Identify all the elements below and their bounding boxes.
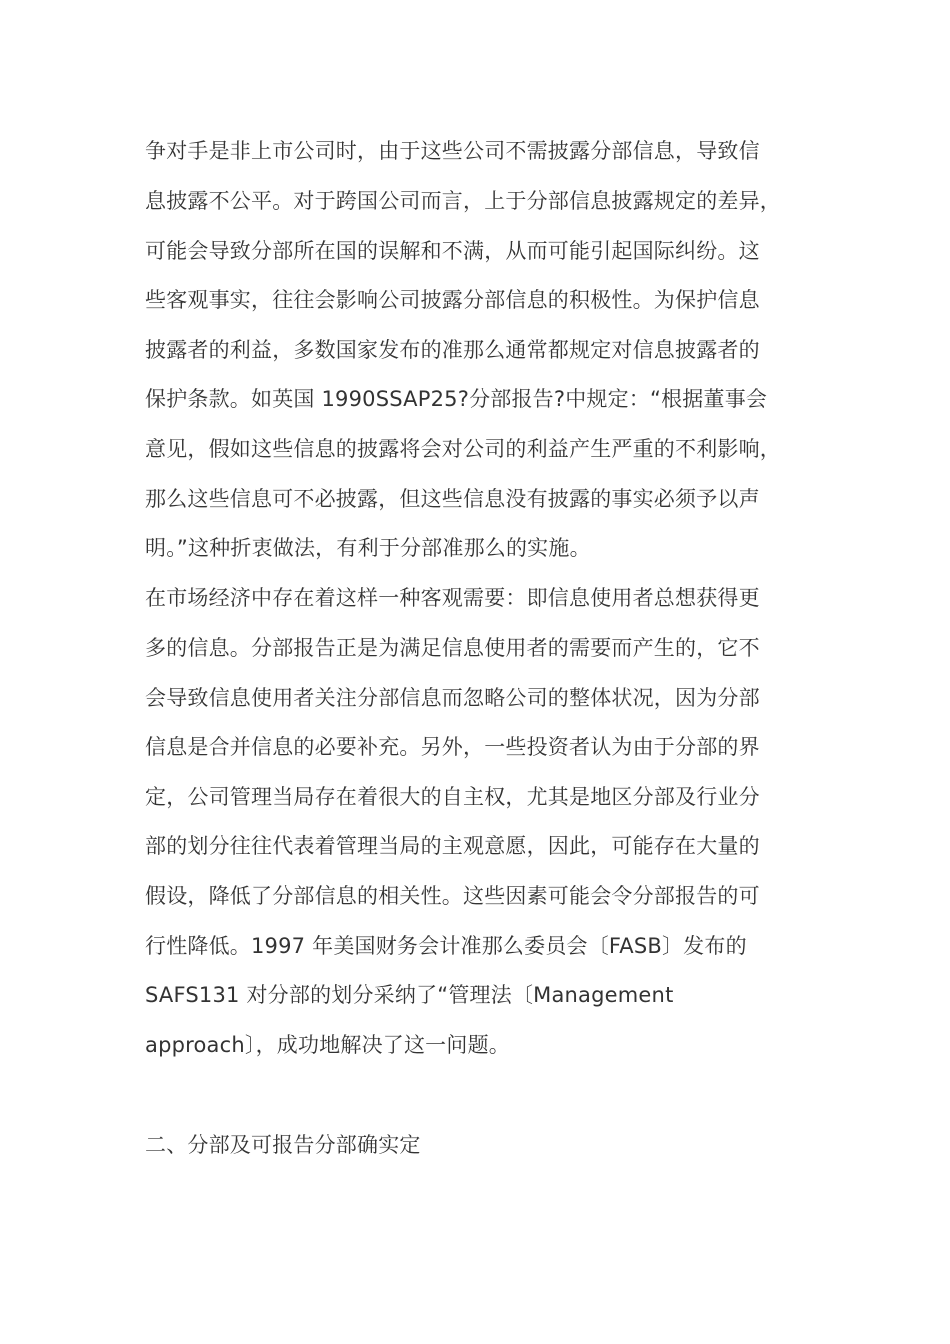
paragraph-1-line: 些客观事实，往往会影响公司披露分部信息的积极性。为保护信息	[145, 288, 760, 312]
paragraph-1-line: 那么这些信息可不必披露，但这些信息没有披露的事实必须予以声	[145, 487, 760, 511]
paragraph-1-line: 披露者的利益，多数国家发布的准那么通常都规定对信息披露者的	[145, 338, 760, 362]
paragraph-2-line: 多的信息。分部报告正是为满足信息使用者的需要而产生的，它不	[145, 636, 760, 660]
paragraph-2-line: 会导致信息使用者关注分部信息而忽略公司的整体状况，因为分部	[145, 686, 760, 710]
paragraph-1-line: 明。”这种折衷做法，有利于分部准那么的实施。	[145, 536, 591, 560]
paragraph-1-line: 息披露不公平。对于跨国公司而言，上于分部信息披露规定的差异，	[145, 189, 781, 213]
paragraph-1-line: 保护条款。如英国 1990SSAP25?分部报告?中规定：“根据董事会	[145, 387, 768, 411]
section-heading: 二、分部及可报告分部确实定	[145, 1133, 421, 1157]
paragraph-2-line: 定，公司管理当局存在着很大的自主权，尤其是地区分部及行业分	[145, 785, 760, 809]
paragraph-2-line: 假设，降低了分部信息的相关性。这些因素可能会令分部报告的可	[145, 884, 760, 908]
paragraph-1-line: 可能会导致分部所在国的误解和不满，从而可能引起国际纠纷。这	[145, 239, 760, 263]
paragraph-2-line: 在市场经济中存在着这样一种客观需要：即信息使用者总想获得更	[145, 586, 760, 610]
paragraph-2-line: 信息是合并信息的必要补充。另外，一些投资者认为由于分部的界	[145, 735, 760, 759]
paragraph-2-line: SAFS131 对分部的划分采纳了“管理法〔Management	[145, 983, 674, 1007]
paragraph-2-line: approach〕，成功地解决了这一问题。	[145, 1033, 510, 1057]
paragraph-1-line: 意见，假如这些信息的披露将会对公司的利益产生严重的不利影响，	[145, 437, 781, 461]
paragraph-2-line: 行性降低。1997 年美国财务会计准那么委员会〔FASB〕发布的	[145, 934, 747, 958]
paragraph-1-line: 争对手是非上市公司时，由于这些公司不需披露分部信息，导致信	[145, 139, 760, 163]
paragraph-2-line: 部的划分往往代表着管理当局的主观意愿，因此，可能存在大量的	[145, 834, 760, 858]
